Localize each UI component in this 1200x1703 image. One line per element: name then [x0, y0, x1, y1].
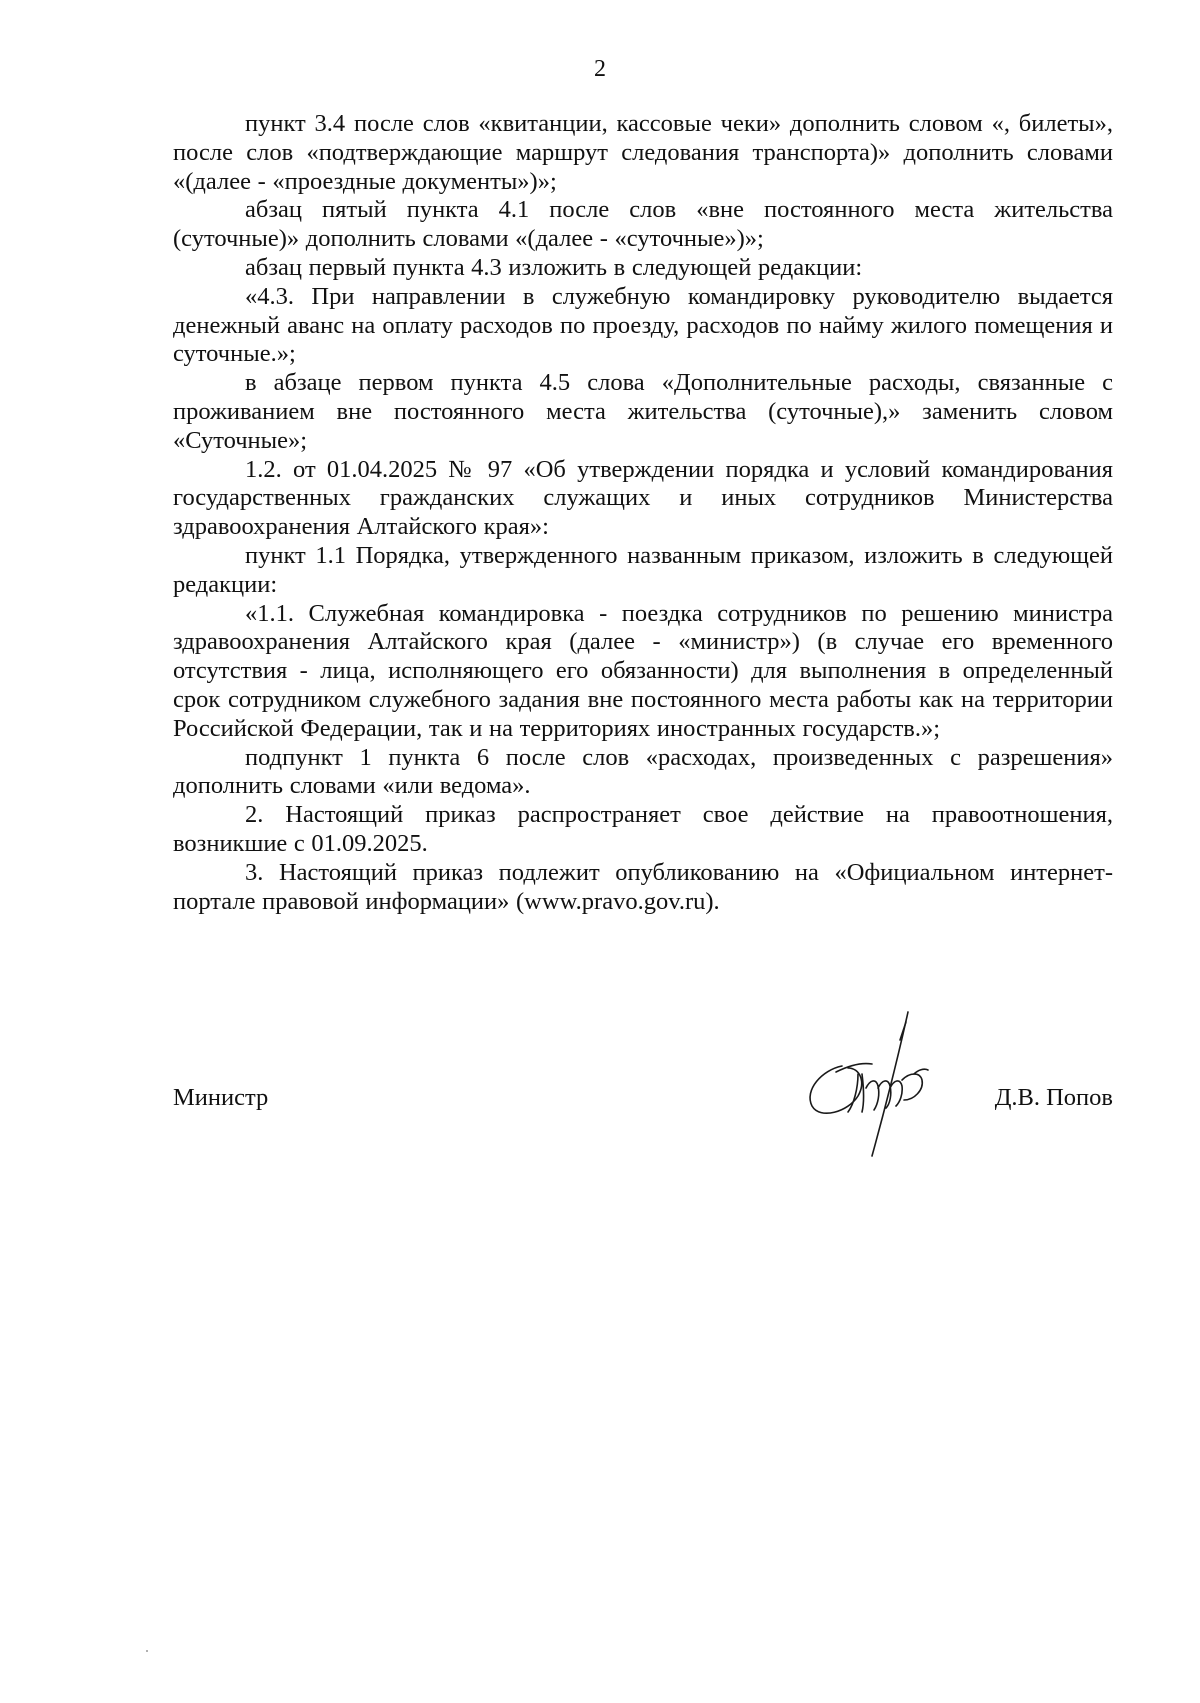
- paragraph-5: в абзаце первом пункта 4.5 слова «Дополнительные расходы, связанные с проживанием вне постоянного места жительства (суточные),» заменить словом «Суточные»;: [173, 369, 1113, 454]
- page-number: 2: [594, 56, 606, 82]
- signer-name: Д.В. Попов: [994, 1084, 1113, 1111]
- paragraph-10: 2. Настоящий приказ распространяет свое действие на правоотношения, возникшие с 01.09.2025.: [173, 801, 1113, 857]
- paragraph-8: «1.1. Служебная командировка - поездка сотрудников по решению министра здравоохранения Алтайского края (далее - «министр») (в случае его временного отсутствия - лица, исполняющего его обязанности) для выполнения в определенный срок сотрудником служебного задания вне постоянного места работы как на территории Российской Федерации, так и на территориях иностранных государств.»;: [173, 599, 1113, 742]
- signature-icon: [800, 1008, 960, 1158]
- paragraph-2: абзац пятый пункта 4.1 после слов «вне постоянного места жительства (суточные)» дополнить словами «(далее - «суточные»)»;: [173, 196, 1113, 253]
- paragraph-9: подпункт 1 пункта 6 после слов «расходах, произведенных с разрешения» дополнить словами «или ведома».: [173, 743, 1113, 800]
- paragraph-4: «4.3. При направлении в служебную командировку руководителю выдается денежный аванс на оплату расходов по проезду, расходов по найму жилого помещения и суточные.»;: [173, 282, 1113, 368]
- handwritten-signature: [800, 1008, 960, 1158]
- paragraph-7: пункт 1.1 Порядка, утвержденного названным приказом, изложить в следующей редакции:: [173, 541, 1113, 598]
- paragraph-1: пункт 3.4 после слов «квитанции, кассовые чеки» дополнить словом «, билеты», после слов «подтверждающие маршрут следования транспорта)» дополнить словами «(далее - «проездные документы»)»;: [173, 110, 1113, 195]
- document-body: [173, 110, 1113, 916]
- paragraph-6: 1.2. от 01.04.2025 № 97 «Об утверждении порядка и условий командирования государственных гражданских служащих и иных сотрудников Министерства здравоохранения Алтайского края»:: [173, 455, 1113, 541]
- paragraph-11: 3. Настоящий приказ подлежит опубликованию на «Официальном интернет-портале правовой информации» (www.pravo.gov.ru).: [173, 858, 1113, 915]
- signer-position: Министр: [173, 1084, 269, 1111]
- paragraph-3: абзац первый пункта 4.3 изложить в следующей редакции:: [245, 253, 863, 281]
- scan-artifact-dot: [146, 1650, 148, 1652]
